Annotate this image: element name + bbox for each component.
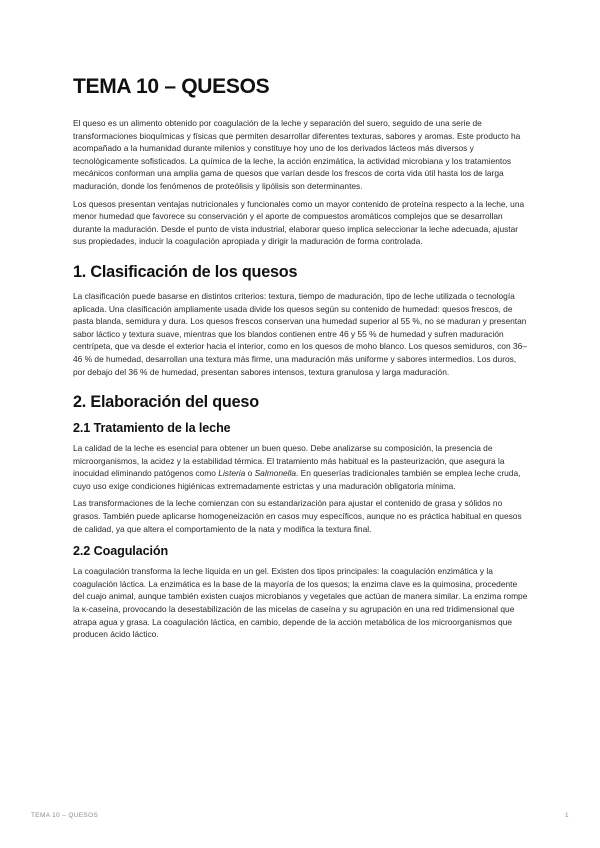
text-run: o: [245, 468, 255, 479]
section-1-heading: 1. Clasificación de los quesos: [73, 262, 298, 281]
section-2-heading: 2. Elaboración del queso: [73, 393, 259, 412]
text-run: La calidad de la leche es esencial para obtener un buen queso. Debe analizarse su composición, la presencia de microorganismos, la acidez y la estabilidad térmica. El tratamiento más habitual es la pasteurización, que asegura la inocuidad eliminando patógenos como: [73, 443, 505, 479]
subsection-2-2-heading: 2.2 Coagulación: [73, 544, 169, 559]
subsection-2-1-paragraph-1: [73, 442, 528, 492]
section-1-paragraph: La clasificación puede basarse en distintos criterios: textura, tiempo de maduración, tipo de leche utilizada o tecnología aplicada. Una clasificación ampliamente usada divide los quesos según su contenido de humedad: quesos frescos, de pasta blanda, semidura y dura. Los quesos frescos conservan una humedad superior al 55 %, no se maduran y presentan sabor láctico y textura suave, mientras que los blandos contienen entre 46 y 55 % de humedad y sufren maduración centrípeta, que va desde el exterior hacia el interior, como en los quesos de moho blanco. Los quesos semiduros, con 36–46 % de humedad, desarrollan una textura más firme, una maduración más uniforme y sabores intermedios. Los duros, por debajo del 36 % de humedad, presentan sabores intensos, textura granulosa y larga maduración.: [73, 290, 527, 377]
text-run: . En queserías tradicionales también se emplea leche cruda, cuyo uso exige condiciones higiénicas extremadamente estrictas y una maduración obligatoria mínima.: [73, 468, 521, 491]
subsection-2-1-heading: 2.1 Tratamiento de la leche: [73, 421, 231, 436]
page-footer: [31, 812, 569, 819]
italic-term-listeria: Listeria: [218, 468, 246, 479]
footer-label: TEMA 10 – QUESOS: [31, 812, 99, 819]
intro-paragraph-2: Los quesos presentan ventajas nutricionales y funcionales como un mayor contenido de proteína respecto a la leche, una menor humedad que favorece su conservación y el aporte de compuestos aromáticos complejos que se desarrollan durante la maduración. Desde el punto de vista industrial, elaborar queso implica seleccionar la leche adecuada, ajustar sus propiedades, inducir la coagulación apropiada y dirigir la maduración de forma controlada.: [73, 198, 525, 247]
document-title: TEMA 10 – QUESOS: [73, 75, 270, 98]
subsection-2-2-paragraph: La coagulación transforma la leche líquida en un gel. Existen dos tipos principales: la coagulación enzimática y la coagulación láctica. La enzimática es la base de la mayoría de los quesos; la enzima clave es la quimosina, procedente del cuajo animal, aunque también existen cuajos microbianos y vegetales que actúan de manera similar. La enzima rompe la κ-caseína, provocando la desestabilización de las micelas de caseína y su agrupación en una red tridimensional que atrapa agua y grasa. La coagulación láctica, en cambio, depende de la acción metabólica de los microorganismos que producen ácido láctico.: [73, 566, 528, 640]
page-number: 1: [565, 812, 569, 819]
subsection-2-1-paragraph-2: Las transformaciones de la leche comienzan con su estandarización para ajustar el contenido de grasa y sólidos no grasos. También puede aplicarse homogeneización en casos muy específicos, aunque no es práctica habitual en quesos de calidad, ya que altera el comportamiento de la nata y modifica la textura final.: [73, 498, 522, 534]
intro-paragraph-1: El queso es un alimento obtenido por coagulación de la leche y separación del suero, seguido de una serie de transformaciones bioquímicas y físicas que permiten desarrollar diferentes texturas, sabores y aromas. Este producto ha acompañado a la humanidad durante milenios y constituye hoy uno de los derivados lácteos más diversos y tecnológicamente sofisticados. La química de la leche, la acción enzimática, la actividad microbiana y los tratamientos mecánicos conforman una amplia gama de quesos que varían desde los frescos de corta vida útil hasta los de larga maduración, donde los fenómenos de proteólisis y lipólisis son determinantes.: [73, 118, 521, 191]
document-page: [73, 74, 528, 646]
italic-term-salmonella: Salmonella: [254, 468, 297, 479]
